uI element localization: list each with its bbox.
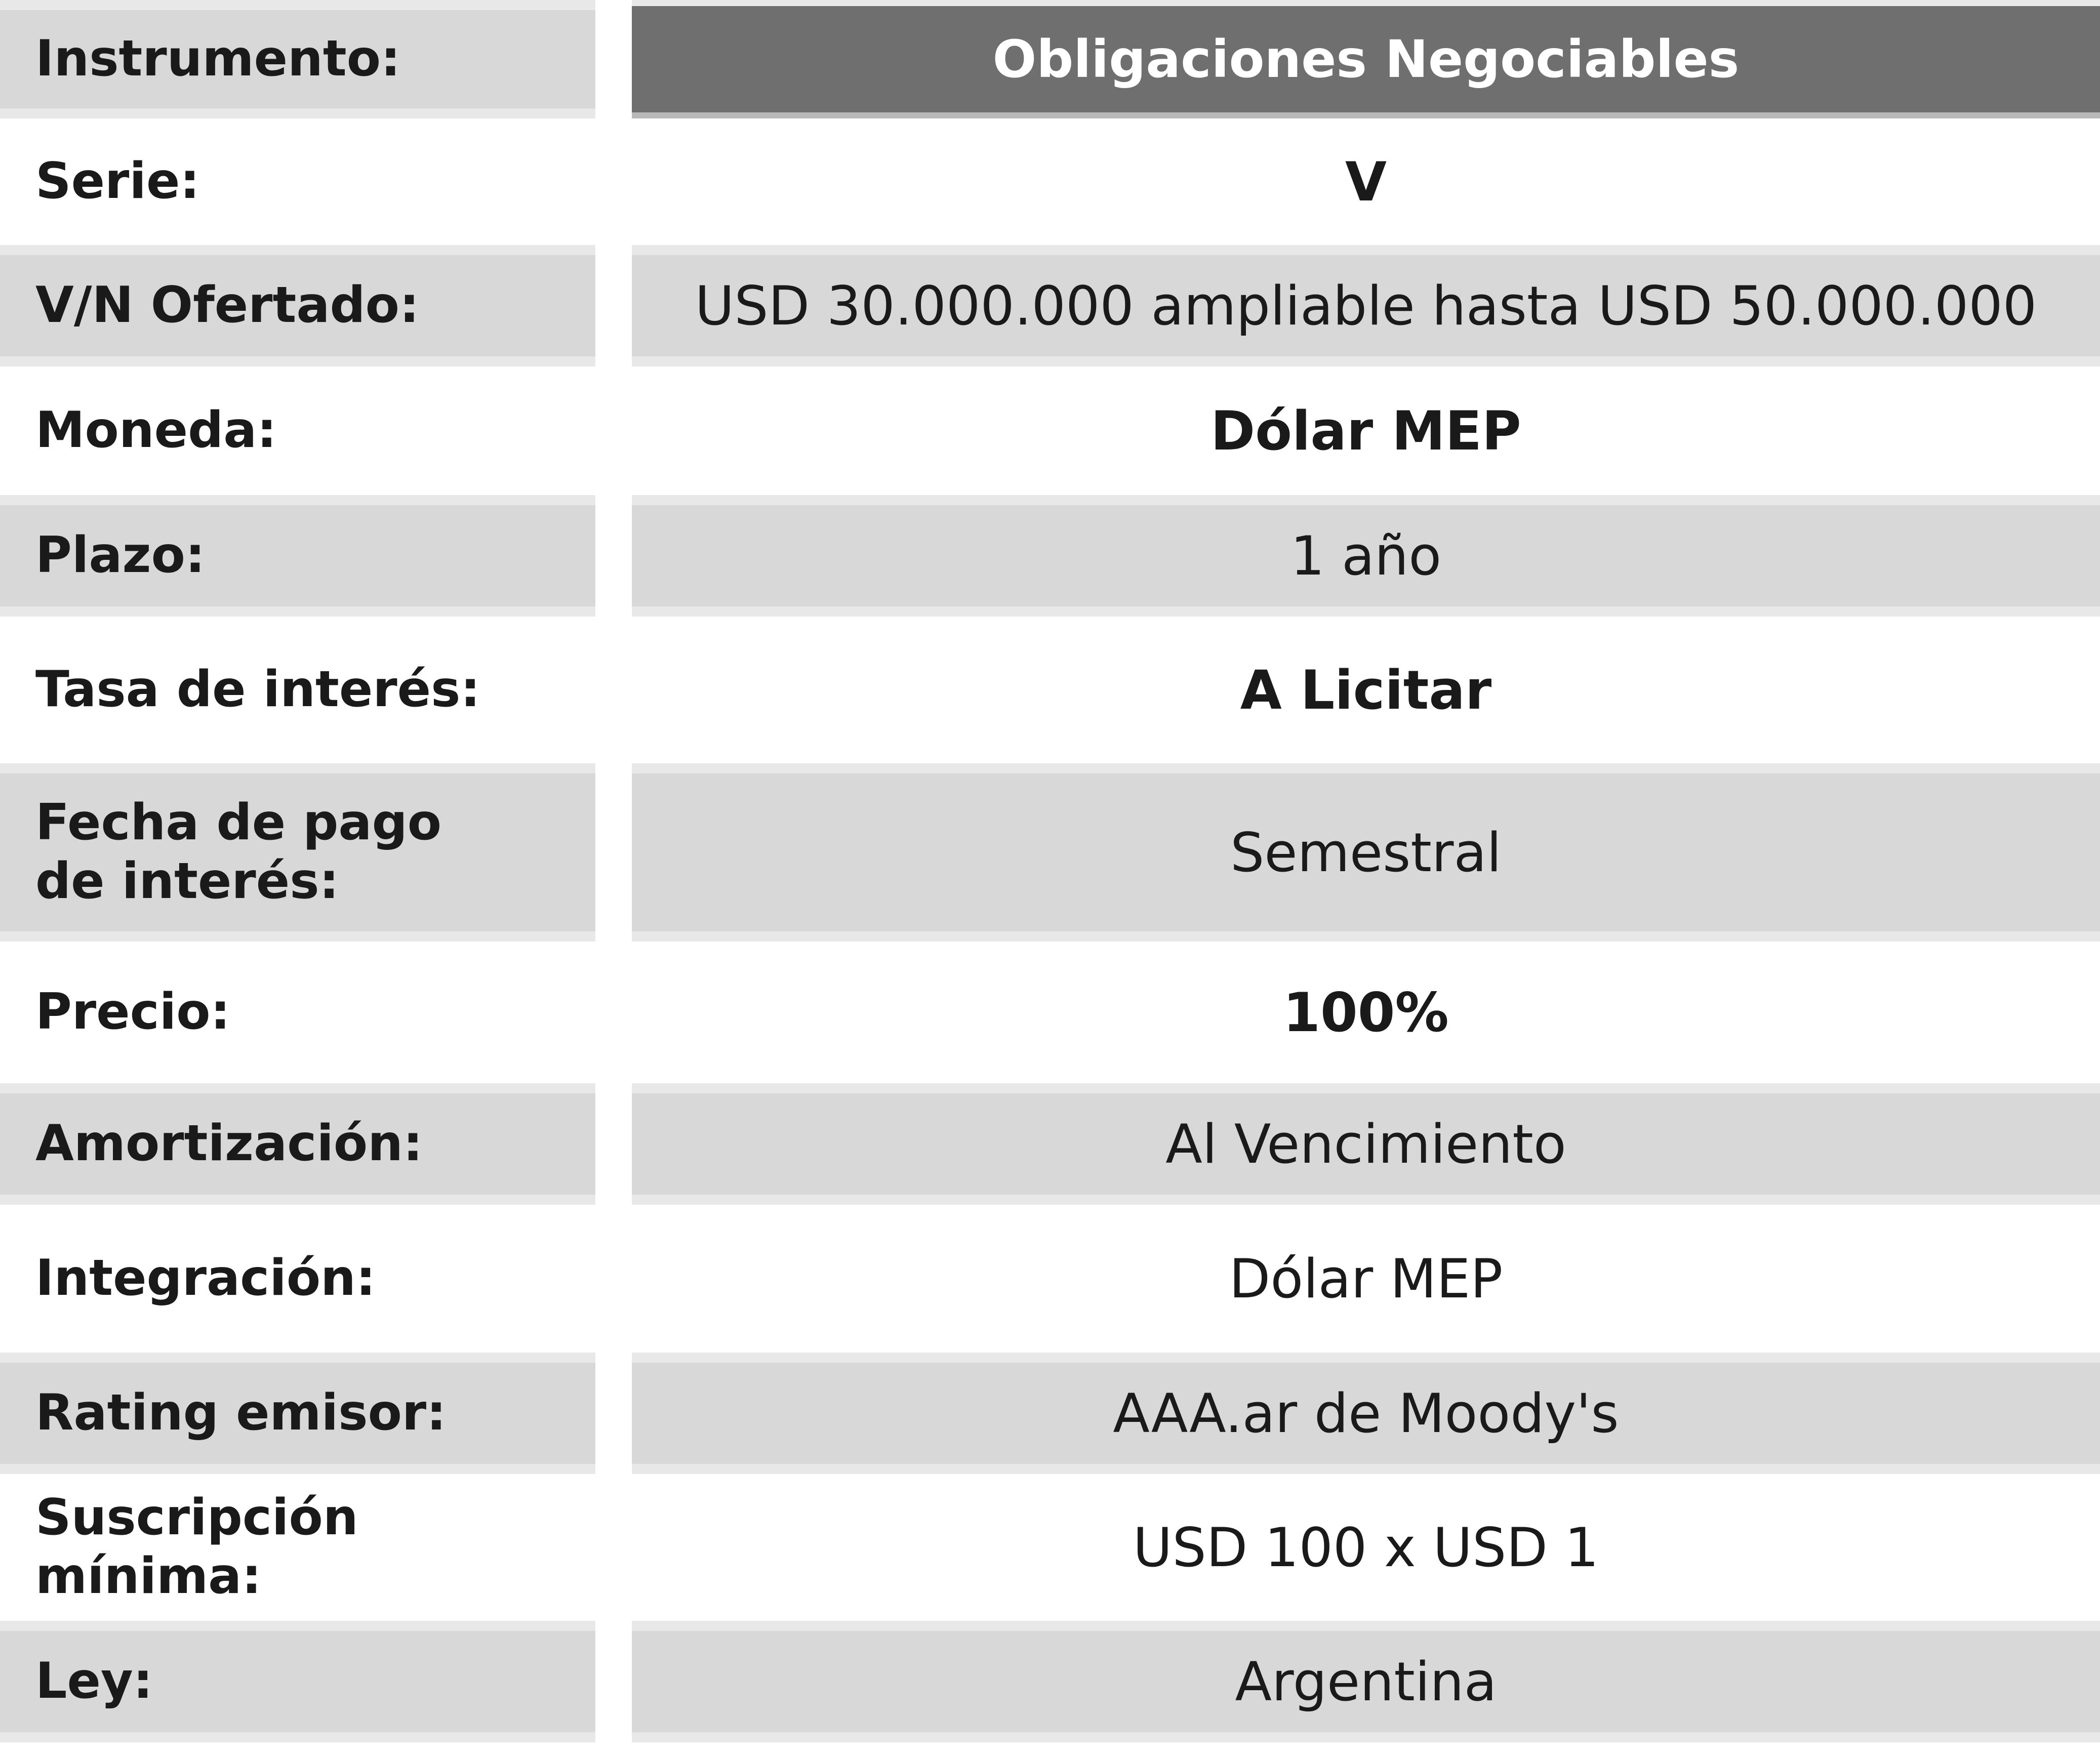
label-ley <box>0 1621 595 1742</box>
row-serie <box>0 118 2100 245</box>
label-serie-text: Serie: <box>35 152 200 211</box>
value-precio <box>632 942 2100 1083</box>
label-amortizacion-text: Amortización: <box>35 1115 423 1173</box>
label-precio <box>0 942 595 1083</box>
row-ley <box>0 1621 2100 1742</box>
label-rating-emisor-text: Rating emisor: <box>35 1384 447 1442</box>
label-rating-emisor <box>0 1353 595 1474</box>
value-fecha-pago <box>632 763 2100 942</box>
label-integracion-text: Integración: <box>35 1249 376 1307</box>
value-moneda-text: Dólar MEP <box>1210 399 1521 462</box>
value-serie-text: V <box>1345 150 1387 213</box>
value-ley-text: Argentina <box>1235 1650 1497 1713</box>
value-instrumento-text: Obligaciones Negociables <box>992 29 1740 90</box>
value-plazo <box>632 495 2100 617</box>
value-amortizacion <box>632 1083 2100 1205</box>
label-fecha-pago-text: Fecha de pago de interés: <box>35 794 442 910</box>
label-plazo <box>0 495 595 617</box>
value-ley <box>632 1621 2100 1742</box>
value-tasa-interes-text: A Licitar <box>1240 659 1492 721</box>
label-serie <box>0 118 595 245</box>
label-vn-ofertado-text: V/N Ofertado: <box>35 276 420 335</box>
row-instrumento <box>0 0 2100 118</box>
value-integracion-text: Dólar MEP <box>1229 1247 1503 1310</box>
label-suscripcion-minima <box>0 1474 595 1621</box>
value-integracion <box>632 1205 2100 1353</box>
row-moneda <box>0 366 2100 495</box>
value-rating-emisor-text: AAA.ar de Moody's <box>1113 1382 1619 1445</box>
value-amortizacion-text: Al Vencimiento <box>1165 1113 1566 1175</box>
label-instrumento <box>0 0 595 118</box>
label-amortizacion <box>0 1083 595 1205</box>
value-vn-ofertado-text: USD 30.000.000 ampliable hasta USD 50.000.000 <box>695 274 2037 337</box>
value-plazo-text: 1 año <box>1290 524 1442 587</box>
label-integracion <box>0 1205 595 1353</box>
label-tasa-interes-text: Tasa de interés: <box>35 661 480 719</box>
label-fecha-pago <box>0 763 595 942</box>
value-moneda <box>632 366 2100 495</box>
row-amortizacion <box>0 1083 2100 1205</box>
label-moneda-text: Moneda: <box>35 401 277 460</box>
row-vn-ofertado <box>0 245 2100 366</box>
label-tasa-interes <box>0 617 595 763</box>
row-plazo <box>0 495 2100 617</box>
value-instrumento <box>632 0 2100 118</box>
row-integracion <box>0 1205 2100 1353</box>
row-suscripcion-minima <box>0 1474 2100 1621</box>
label-vn-ofertado <box>0 245 595 366</box>
label-instrumento-text: Instrumento: <box>35 30 401 88</box>
row-rating-emisor <box>0 1353 2100 1474</box>
value-precio-text: 100% <box>1283 981 1449 1044</box>
label-precio-text: Precio: <box>35 983 230 1041</box>
row-fecha-pago <box>0 763 2100 942</box>
value-suscripcion-minima-text: USD 100 x USD 1 <box>1133 1516 1599 1579</box>
row-tasa-interes <box>0 617 2100 763</box>
label-suscripcion-minima-text: Suscripción mínima: <box>35 1489 358 1605</box>
value-suscripcion-minima <box>632 1474 2100 1621</box>
label-ley-text: Ley: <box>35 1652 153 1710</box>
row-precio <box>0 942 2100 1083</box>
label-moneda <box>0 366 595 495</box>
value-vn-ofertado <box>632 245 2100 366</box>
value-serie <box>632 118 2100 245</box>
label-plazo-text: Plazo: <box>35 526 206 585</box>
value-tasa-interes <box>632 617 2100 763</box>
value-fecha-pago-text: Semestral <box>1230 821 1502 884</box>
value-rating-emisor <box>632 1353 2100 1474</box>
